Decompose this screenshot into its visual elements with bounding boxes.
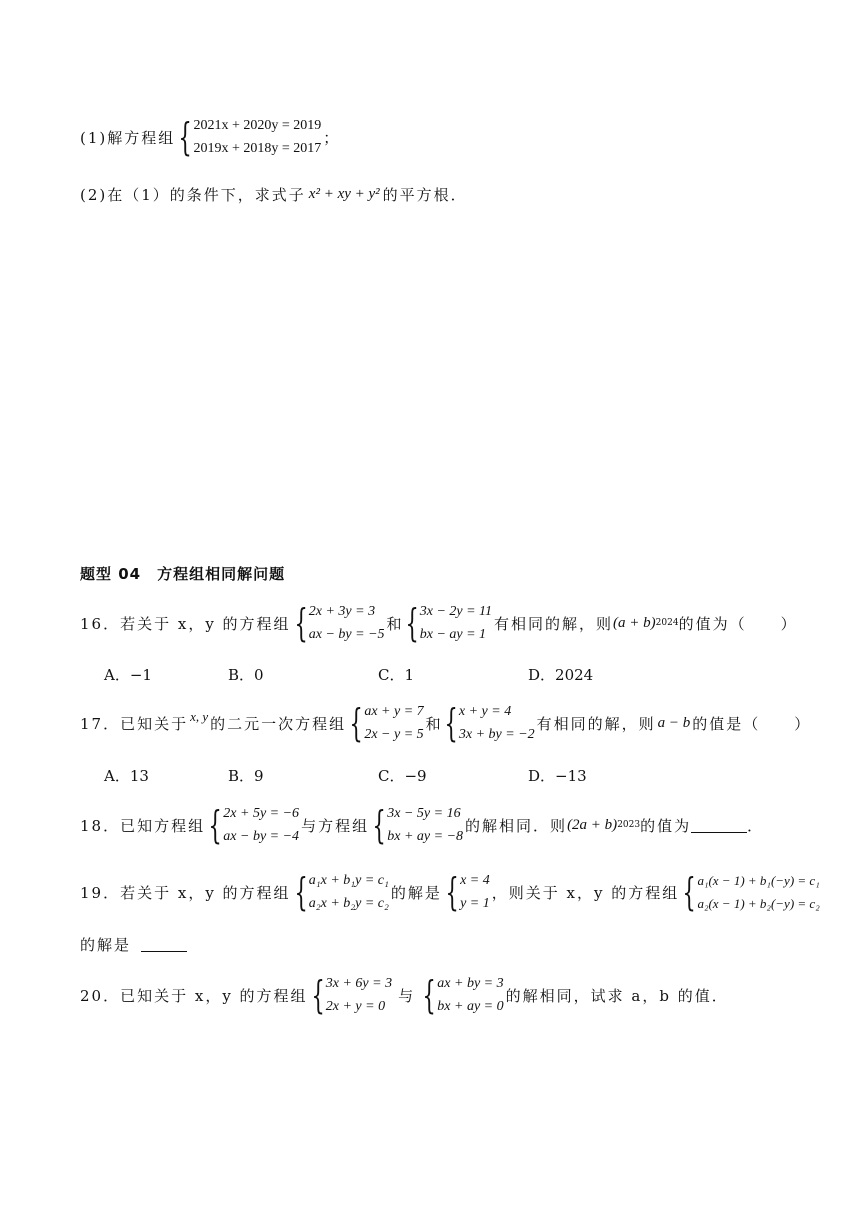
- brace-icon: {: [294, 601, 308, 645]
- q16-system-2: [404, 600, 492, 646]
- q18-sys2-eq2: bx + ay = −8: [387, 829, 464, 844]
- q18-sys1-eq1: 2x + 5y = −6: [223, 806, 300, 821]
- q18-system-2: [371, 802, 463, 848]
- q18-text1: 18．已知方程组: [80, 816, 206, 835]
- q15-p1-suffix: ；: [323, 128, 339, 147]
- q20-stem: [80, 972, 729, 1018]
- q19-sys1-eq1: a₁x + b₁y = c₁: [308, 873, 389, 888]
- q18-text3: 的解相同．则: [465, 816, 568, 835]
- q15-part1: [80, 114, 338, 160]
- q19-text4: 的解是: [80, 936, 132, 954]
- q19-text2: 的解是: [390, 883, 442, 902]
- q20-text1: 20．已知关于 x，y 的方程组: [80, 986, 308, 1005]
- brace-icon: {: [444, 701, 458, 745]
- q15-p2-expression: x² + xy + y²: [308, 186, 380, 202]
- q20-system-2: [421, 972, 504, 1018]
- q17-system-2: [443, 700, 535, 746]
- q19-sol-eq2: y = 1: [460, 896, 490, 911]
- q18-stem: [80, 802, 762, 848]
- brace-icon: {: [294, 870, 308, 914]
- q20-sys1-eq2: 2x + y = 0: [325, 999, 386, 1014]
- q17-system-1: [348, 700, 424, 746]
- q20-text3: 的解相同，试求 a，b 的值．: [505, 986, 729, 1005]
- q16-text3: 的值为（ ）: [678, 614, 798, 633]
- brace-icon: {: [445, 870, 459, 914]
- q18-text2: 与方程组: [301, 816, 370, 835]
- q19-answer-blank[interactable]: [141, 937, 187, 952]
- q18-end: ．: [747, 816, 763, 835]
- brace-icon: {: [682, 870, 696, 914]
- q17-sys1-eq2: 2x − y = 5: [364, 727, 424, 742]
- brace-icon: {: [311, 973, 325, 1017]
- q17-text1: 17．已知关于: [80, 714, 189, 733]
- q16-sys1-eq1: 2x + 3y = 3: [308, 604, 376, 619]
- q18-system-1: [207, 802, 299, 848]
- q17-and: 和: [425, 714, 441, 733]
- q20-sys2-eq1: ax + by = 3: [437, 976, 504, 991]
- q17-text3: 有相同的解，则: [536, 714, 656, 733]
- q16-sys1-eq2: ax − by = −5: [308, 627, 385, 642]
- q17-option-b: B．9: [228, 767, 264, 785]
- q17-option-a: A．13: [104, 767, 149, 785]
- q17-stem: [80, 700, 811, 746]
- brace-icon: {: [372, 803, 386, 847]
- q17-text4: 的值是（ ）: [692, 714, 812, 733]
- q15-p1-prefix: (1)解方程组: [80, 128, 176, 147]
- q19-text1: 19．若关于 x，y 的方程组: [80, 883, 291, 902]
- q19-sol-eq1: x = 4: [460, 873, 490, 888]
- q20-system-1: [310, 972, 393, 1018]
- q17-option-d: D．−13: [528, 767, 587, 785]
- q16-option-a: A．−1: [104, 666, 152, 684]
- brace-icon: {: [349, 701, 363, 745]
- q16-and: 和: [386, 614, 402, 633]
- q18-exponent: 2023: [617, 820, 641, 830]
- q20-sys1-eq1: 3x + 6y = 3: [325, 976, 393, 991]
- q19-text3: ，则关于 x，y 的方程组: [491, 883, 680, 902]
- q16-exponent: 2024: [655, 618, 679, 628]
- q19-sys2-eq1: a₁(x − 1) + b₁(−y) = c₁: [697, 873, 820, 888]
- q16-option-b: B．0: [228, 666, 264, 684]
- q16-sys2-eq1: 3x − 2y = 11: [419, 604, 493, 619]
- q16-sys2-eq2: bx − ay = 1: [419, 627, 487, 642]
- q15-part2: [80, 184, 468, 205]
- q19-sys2-eq2: a₂(x − 1) + b₂(−y) = c₂: [697, 896, 820, 911]
- q15-p2-prefix: (2)在（1）的条件下，求式子: [80, 186, 306, 204]
- q16-system-1: [293, 600, 385, 646]
- brace-icon: {: [422, 973, 436, 1017]
- brace-icon: {: [178, 115, 192, 159]
- q16-text1: 16．若关于 x，y 的方程组: [80, 614, 291, 633]
- q16-expression: (a + b): [613, 614, 656, 631]
- q19-system-2: [681, 869, 819, 915]
- q17-sys1-eq1: ax + y = 7: [364, 704, 424, 719]
- q15-eq2: 2019x + 2018y = 2017: [193, 141, 322, 156]
- q18-answer-blank[interactable]: [691, 818, 747, 833]
- q18-sys2-eq1: 3x − 5y = 16: [387, 806, 461, 821]
- section-heading: 题型 04 方程组相同解问题: [80, 565, 286, 583]
- q20-text2: 与: [398, 986, 416, 1005]
- q17-sys2-eq1: x + y = 4: [458, 704, 512, 719]
- q16-option-c: C．1: [378, 666, 415, 684]
- q16-text2: 有相同的解，则: [494, 614, 614, 633]
- q20-sys2-eq2: bx + ay = 0: [437, 999, 504, 1014]
- q17-vars: x, y: [190, 709, 209, 724]
- q17-expression: a − b: [657, 714, 691, 731]
- q15-p2-suffix: 的平方根．: [382, 186, 468, 204]
- q17-sys2-eq2: 3x + by = −2: [458, 727, 535, 742]
- q19-stem: [80, 869, 822, 915]
- q19-continuation: [80, 934, 187, 955]
- brace-icon: {: [404, 601, 419, 645]
- q15-eq1: 2021x + 2020y = 2019: [193, 118, 322, 133]
- q16-stem: [80, 600, 798, 646]
- q18-text4: 的值为: [640, 816, 692, 835]
- brace-icon: {: [208, 803, 222, 847]
- q19-sys1-eq2: a₂x + b₂y = c₂: [308, 896, 389, 911]
- q17-option-c: C．−9: [378, 767, 427, 785]
- q19-solution: [444, 869, 490, 915]
- q15-equation-system: [177, 114, 321, 160]
- q19-system-1: [293, 869, 389, 915]
- q17-text2: 的二元一次方程组: [210, 714, 347, 733]
- q18-sys1-eq2: ax − by = −4: [223, 829, 300, 844]
- q16-option-d: D．2024: [528, 666, 594, 684]
- q18-expression: (2a + b): [567, 816, 618, 833]
